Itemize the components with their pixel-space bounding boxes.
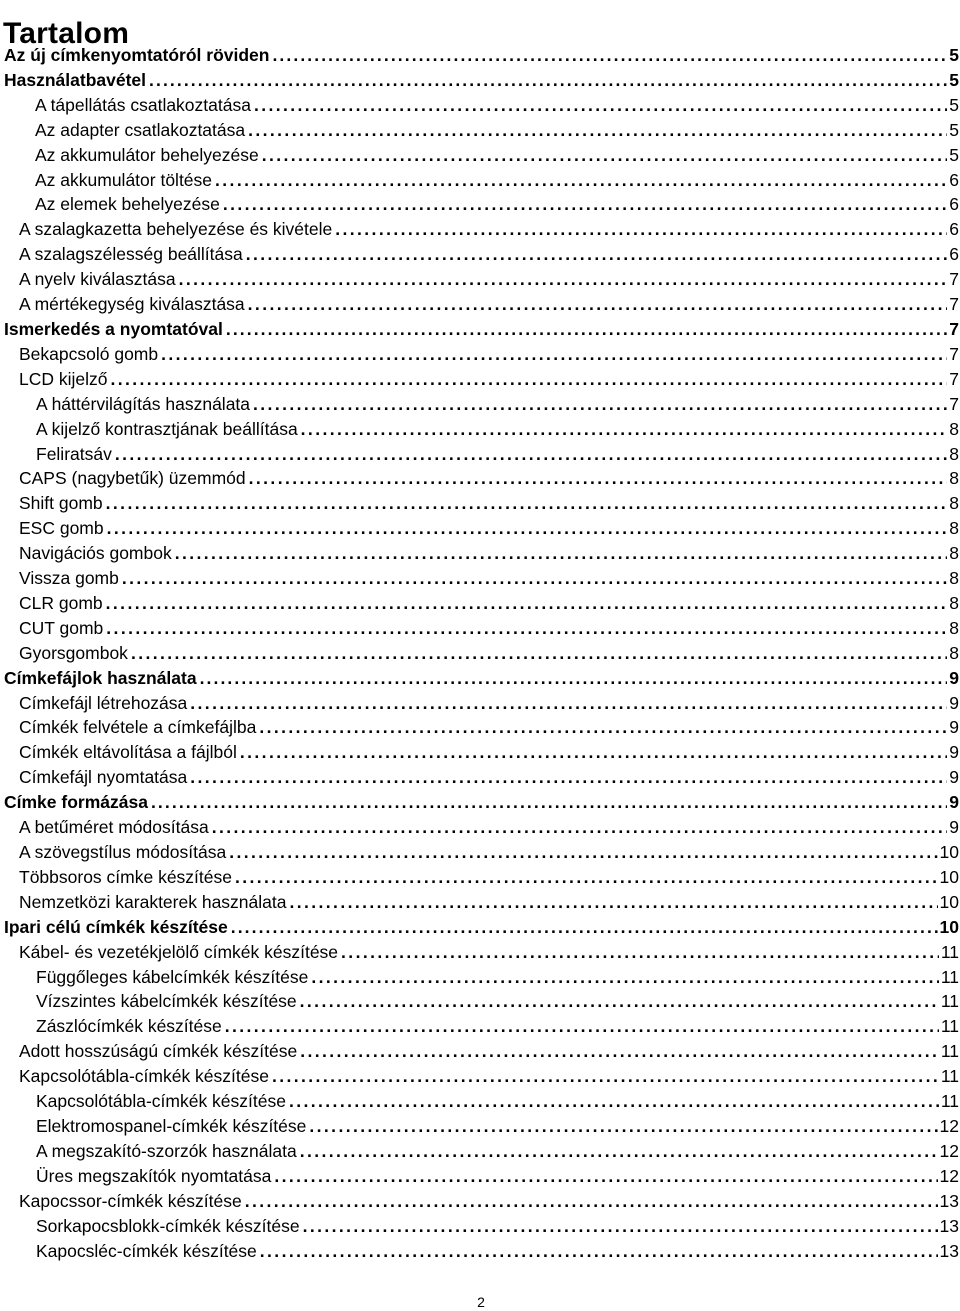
toc-entry-page-number: 9	[949, 817, 959, 838]
toc-entry-page-number: 6	[949, 219, 959, 240]
toc-entry[interactable]	[0, 865, 960, 890]
toc-entry-page-number: 10	[939, 842, 959, 862]
toc-entry[interactable]	[0, 342, 960, 367]
toc-entry-label: A háttérvilágítás használata	[36, 393, 251, 414]
dot-leader	[179, 267, 948, 292]
toc-entry[interactable]	[0, 1114, 960, 1139]
toc-entry-label: Feliratsáv	[36, 443, 112, 464]
toc-entry-page-number: 9	[949, 717, 959, 738]
dot-leader	[259, 715, 947, 740]
toc-entry-label: Zászlócímkék készítése	[36, 1016, 222, 1037]
toc-entry[interactable]	[0, 1214, 960, 1239]
toc-entry[interactable]	[0, 541, 960, 566]
toc-entry[interactable]	[0, 965, 960, 990]
toc-entry[interactable]	[0, 740, 960, 765]
dot-leader	[235, 865, 938, 890]
dot-leader	[301, 417, 948, 442]
dot-leader	[106, 616, 947, 641]
dot-leader	[131, 641, 947, 666]
toc-entry[interactable]	[0, 840, 960, 865]
dot-leader	[215, 168, 947, 193]
dot-leader	[161, 342, 947, 367]
toc-entry-label: Adott hosszúságú címkék készítése	[19, 1041, 298, 1062]
toc-entry-page-number: 8	[949, 418, 959, 439]
toc-entry-page-number: 8	[949, 617, 959, 638]
dot-leader	[309, 1114, 937, 1139]
toc-entry-page-number: 13	[939, 1240, 959, 1261]
toc-entry[interactable]	[0, 616, 960, 641]
dot-leader	[175, 541, 948, 566]
toc-entry-page-number: 11	[940, 1066, 959, 1087]
toc-entry[interactable]	[0, 1064, 960, 1089]
dot-leader	[149, 68, 947, 93]
dot-leader	[115, 442, 947, 467]
toc-entry-page-number: 11	[940, 1041, 959, 1062]
toc-entry-label: Kapocssor-címkék készítése	[19, 1190, 242, 1211]
toc-entry[interactable]	[0, 317, 960, 342]
toc-entry[interactable]	[0, 666, 960, 691]
toc-entry[interactable]	[0, 940, 960, 965]
toc-entry-page-number: 9	[949, 792, 959, 813]
dot-leader	[248, 292, 948, 317]
toc-entry[interactable]	[0, 417, 960, 442]
toc-entry[interactable]	[0, 815, 960, 840]
toc-entry[interactable]	[0, 516, 960, 541]
toc-entry[interactable]	[0, 1014, 960, 1039]
toc-entry-label: A szövegstílus módosítása	[19, 842, 227, 862]
toc-entry[interactable]	[0, 1189, 960, 1214]
toc-entry-label: Ipari célú címkék készítése	[4, 916, 228, 937]
dot-leader	[240, 740, 947, 765]
toc-entry-page-number: 9	[949, 667, 959, 688]
toc-entry-page-number: 7	[949, 318, 959, 339]
toc-entry-page-number: 13	[939, 1215, 959, 1236]
toc-entry-page-number: 8	[949, 568, 959, 589]
toc-entry-label: Az akkumulátor töltése	[35, 169, 213, 190]
dot-leader	[300, 1139, 938, 1164]
toc-entry-label: Az elemek behelyezése	[35, 194, 220, 215]
toc-entry[interactable]	[0, 292, 960, 317]
toc-entry[interactable]	[0, 566, 960, 591]
toc-entry-page-number: 8	[949, 493, 959, 514]
toc-entry-label: Címkék felvétele a címkefájlba	[19, 717, 257, 738]
toc-entry-page-number: 7	[949, 343, 959, 364]
dot-leader	[200, 666, 948, 691]
toc-entry-label: Az új címkenyomtatóról röviden	[4, 45, 270, 65]
toc-entry[interactable]	[0, 392, 960, 417]
toc-entry-label: Többsoros címke készítése	[19, 866, 232, 887]
toc-entry[interactable]	[0, 1164, 960, 1189]
dot-leader	[190, 765, 947, 790]
toc-entry-page-number: 5	[949, 144, 959, 165]
dot-leader	[229, 840, 937, 865]
toc-entry-page-number: 11	[940, 991, 959, 1012]
toc-entry-page-number: 12	[939, 1140, 959, 1161]
page-title: Tartalom	[3, 17, 130, 51]
dot-leader	[254, 93, 947, 118]
dot-leader	[303, 1214, 938, 1239]
dot-leader	[289, 1089, 939, 1114]
toc-entry[interactable]	[0, 242, 960, 267]
toc-entry-label: CAPS (nagybetűk) üzemmód	[19, 468, 246, 489]
dot-leader	[300, 989, 939, 1014]
toc-entry-page-number: 8	[949, 518, 959, 539]
toc-entry[interactable]	[0, 715, 960, 740]
toc-entry[interactable]	[0, 915, 960, 940]
toc-entry-page-number: 6	[949, 244, 959, 265]
toc-entry-label: A betűméret módosítása	[19, 817, 209, 838]
dot-leader	[106, 491, 948, 516]
toc-entry[interactable]	[0, 1089, 960, 1114]
toc-entry-page-number: 5	[949, 119, 959, 140]
table-of-contents	[0, 43, 960, 1263]
toc-entry[interactable]	[0, 641, 960, 666]
toc-entry-label: LCD kijelző	[19, 368, 108, 389]
toc-entry-label: Használatbavétel	[4, 69, 147, 90]
dot-leader	[248, 118, 947, 143]
dot-leader	[262, 143, 948, 168]
toc-entry-label: Gyorsgombok	[19, 642, 128, 663]
toc-entry-label: CLR gomb	[19, 592, 103, 613]
toc-entry[interactable]	[0, 43, 960, 68]
toc-entry-page-number: 9	[949, 742, 959, 763]
toc-entry[interactable]	[0, 442, 960, 467]
toc-entry[interactable]	[0, 367, 960, 392]
dot-leader	[253, 392, 947, 417]
toc-entry-label: Kábel- és vezetékjelölő címkék készítése	[19, 941, 339, 962]
toc-entry-label: Címkefájl nyomtatása	[19, 767, 188, 788]
toc-entry-label: Címkefájlok használata	[4, 667, 197, 688]
toc-entry-label: A mértékegység kiválasztása	[19, 294, 245, 315]
toc-entry-label: Kapcsolótábla-címkék készítése	[36, 1091, 286, 1112]
dot-leader	[272, 43, 947, 68]
toc-entry-label: A nyelv kiválasztása	[19, 269, 176, 290]
toc-entry-label: Vissza gomb	[19, 568, 119, 589]
dot-leader	[107, 516, 948, 541]
toc-entry-page-number: 9	[949, 767, 959, 788]
toc-entry-page-number: 10	[939, 891, 959, 912]
toc-entry[interactable]	[0, 691, 960, 716]
toc-entry[interactable]	[0, 118, 960, 143]
dot-leader	[260, 1239, 938, 1264]
toc-entry-label: A megszakító-szorzók használata	[36, 1140, 297, 1161]
dot-leader	[245, 1189, 938, 1214]
toc-entry-page-number: 5	[949, 94, 959, 115]
toc-entry-page-number: 6	[949, 194, 959, 215]
toc-entry-label: CUT gomb	[19, 617, 104, 638]
toc-entry-page-number: 7	[949, 294, 959, 315]
toc-entry-label: Az akkumulátor behelyezése	[35, 144, 259, 165]
toc-entry-page-number: 10	[939, 916, 959, 937]
toc-entry-label: Címke formázása	[4, 792, 148, 813]
dot-leader	[289, 890, 937, 915]
dot-leader	[223, 192, 947, 217]
toc-entry[interactable]	[0, 1239, 960, 1264]
toc-entry-label: ESC gomb	[19, 518, 104, 539]
toc-entry[interactable]	[0, 790, 960, 815]
toc-entry-label: A tápellátás csatlakoztatása	[35, 94, 251, 115]
toc-entry-label: Sorkapocsblokk-címkék készítése	[36, 1215, 300, 1236]
toc-entry-label: Vízszintes kábelcímkék készítése	[36, 991, 297, 1012]
dot-leader	[225, 1014, 939, 1039]
dot-leader	[106, 591, 948, 616]
toc-entry-label: Üres megszakítók nyomtatása	[36, 1165, 272, 1186]
toc-entry[interactable]	[0, 192, 960, 217]
toc-entry-label: Kapocsléc-címkék készítése	[36, 1240, 257, 1261]
toc-entry-label: A kijelző kontrasztjának beállítása	[36, 418, 298, 439]
dot-leader	[335, 217, 947, 242]
toc-entry-page-number: 11	[940, 941, 959, 962]
toc-entry[interactable]	[0, 890, 960, 915]
dot-leader	[151, 790, 947, 815]
dot-leader	[272, 1064, 939, 1089]
toc-entry-label: Elektromospanel-címkék készítése	[36, 1115, 307, 1136]
toc-entry-page-number: 10	[939, 866, 959, 887]
dot-leader	[212, 815, 948, 840]
toc-entry[interactable]	[0, 168, 960, 193]
toc-entry[interactable]	[0, 591, 960, 616]
dot-leader	[300, 1039, 939, 1064]
toc-entry-page-number: 8	[949, 642, 959, 663]
toc-entry-page-number: 7	[949, 393, 959, 414]
toc-entry-page-number: 8	[949, 543, 959, 564]
toc-entry[interactable]	[0, 765, 960, 790]
toc-entry[interactable]	[0, 491, 960, 516]
toc-entry-page-number: 7	[949, 368, 959, 389]
toc-entry[interactable]	[0, 989, 960, 1014]
dot-leader	[311, 965, 938, 990]
toc-entry-page-number: 13	[939, 1190, 959, 1211]
toc-entry-page-number: 12	[939, 1165, 959, 1186]
toc-entry-label: Függőleges kábelcímkék készítése	[36, 966, 309, 987]
toc-entry[interactable]	[0, 68, 960, 93]
toc-entry[interactable]	[0, 466, 960, 491]
toc-entry[interactable]	[0, 217, 960, 242]
toc-entry-label: Az adapter csatlakoztatása	[35, 119, 246, 140]
dot-leader	[122, 566, 947, 591]
toc-entry-page-number: 8	[949, 468, 959, 489]
toc-entry-page-number: 7	[949, 269, 959, 290]
toc-entry-page-number: 5	[949, 45, 959, 65]
toc-entry-label: Navigációs gombok	[19, 543, 172, 564]
dot-leader	[226, 317, 947, 342]
toc-entry-label: Nemzetközi karakterek használata	[19, 891, 287, 912]
toc-entry-label: A szalagszélesség beállítása	[19, 244, 243, 265]
toc-entry-label: Ismerkedés a nyomtatóval	[4, 318, 223, 339]
toc-entry-label: Kapcsolótábla-címkék készítése	[19, 1066, 269, 1087]
dot-leader	[249, 466, 948, 491]
toc-entry-label: Címkék eltávolítása a fájlból	[19, 742, 237, 763]
dot-leader	[111, 367, 948, 392]
toc-entry-label: Címkefájl létrehozása	[19, 692, 188, 713]
toc-entry-label: Shift gomb	[19, 493, 103, 514]
toc-entry-page-number: 8	[949, 443, 959, 464]
toc-entry[interactable]	[0, 1039, 960, 1064]
toc-entry[interactable]	[0, 1139, 960, 1164]
dot-leader	[274, 1164, 937, 1189]
toc-entry[interactable]	[0, 267, 960, 292]
toc-entry-page-number: 9	[949, 692, 959, 713]
toc-entry[interactable]	[0, 143, 960, 168]
page-number: 2	[477, 1294, 485, 1310]
toc-entry-page-number: 11	[940, 1091, 959, 1112]
toc-entry-page-number: 5	[949, 69, 959, 90]
toc-entry-page-number: 11	[940, 1016, 959, 1037]
dot-leader	[246, 242, 948, 267]
toc-entry-page-number: 6	[949, 169, 959, 190]
dot-leader	[190, 691, 947, 716]
toc-entry-page-number: 8	[949, 592, 959, 613]
dot-leader	[341, 940, 939, 965]
toc-entry[interactable]	[0, 93, 960, 118]
toc-entry-page-number: 11	[940, 966, 959, 987]
toc-entry-label: A szalagkazetta behelyezése és kivétele	[19, 219, 333, 240]
toc-entry-page-number: 12	[939, 1115, 959, 1136]
toc-entry-label: Bekapcsoló gomb	[19, 343, 159, 364]
dot-leader	[231, 915, 938, 940]
